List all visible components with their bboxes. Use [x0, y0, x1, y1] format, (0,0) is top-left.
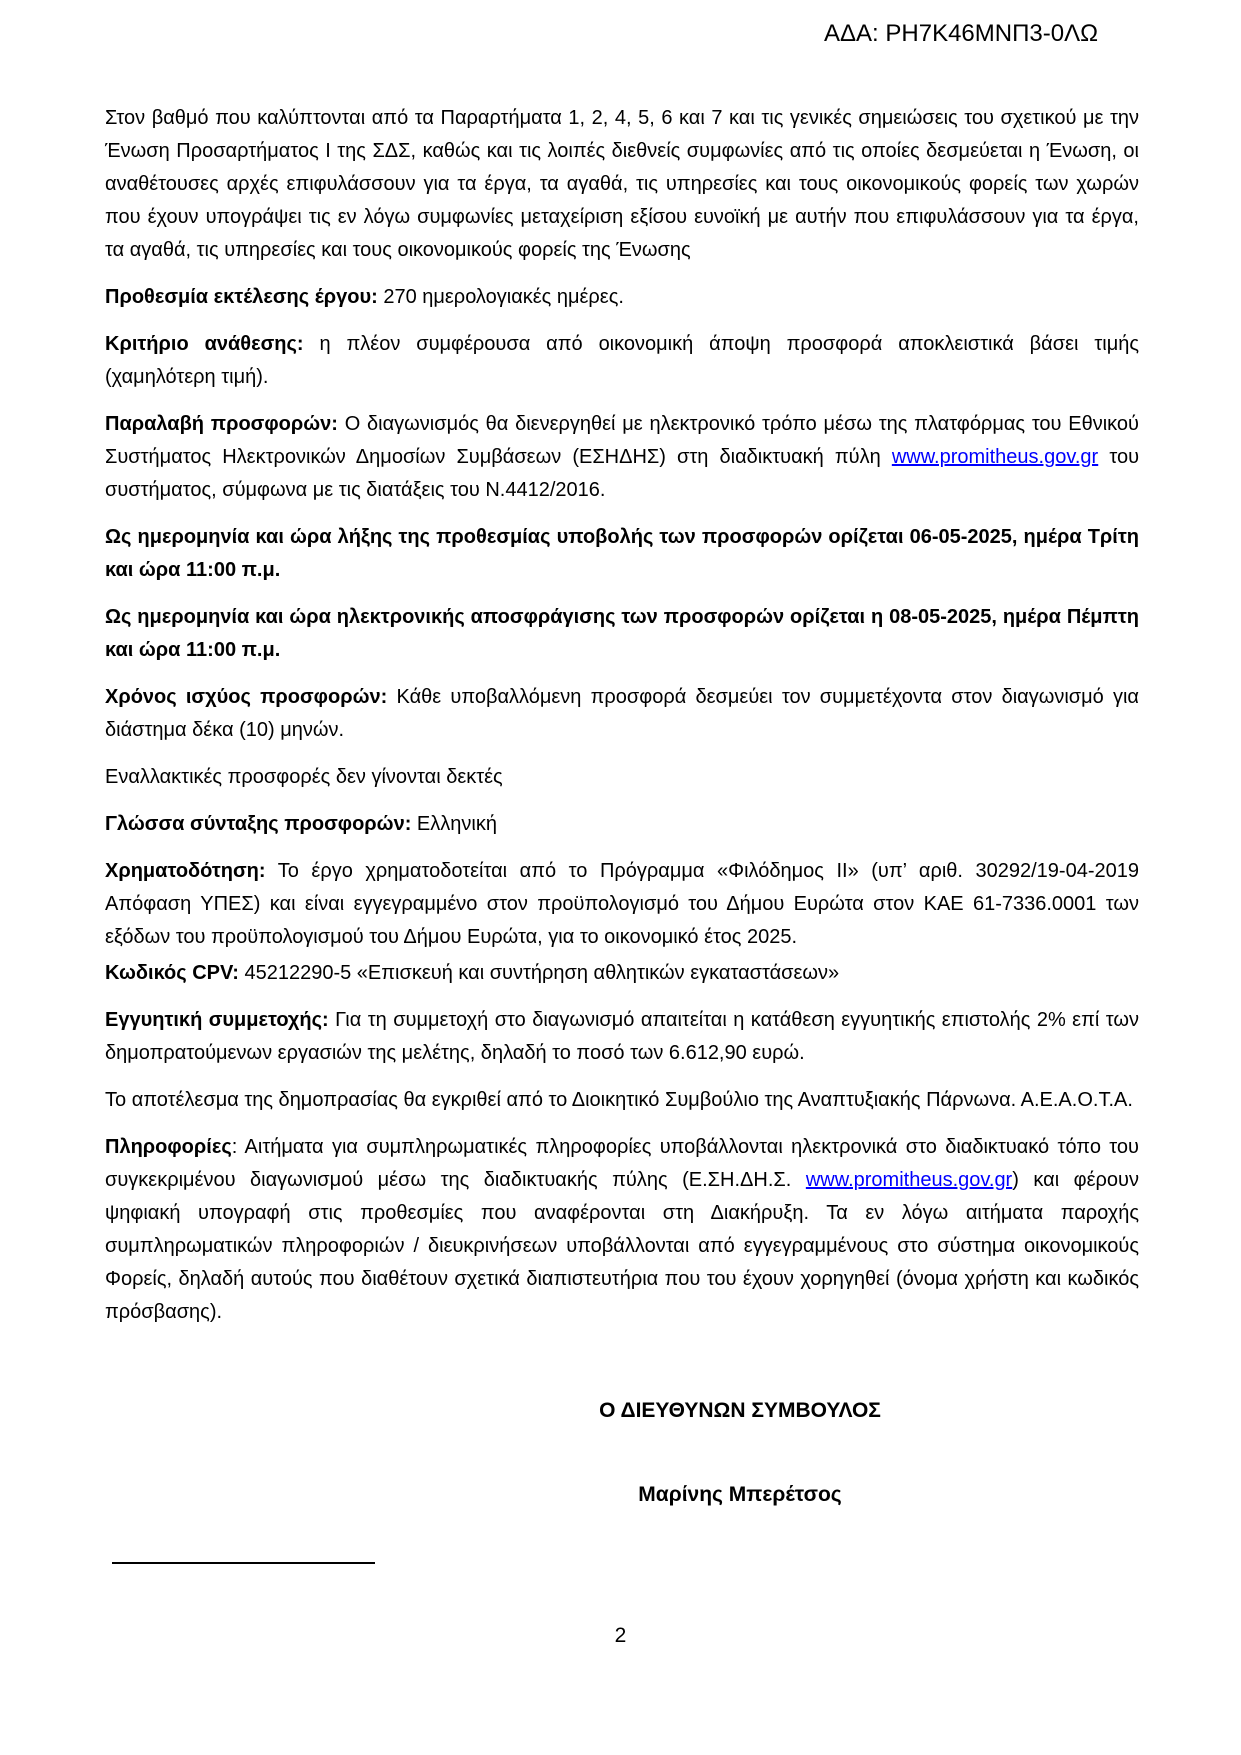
field-label: Κωδικός CPV:: [105, 962, 239, 984]
field-label: Κριτήριο ανάθεσης:: [105, 333, 304, 355]
text-segment: Το έργο χρηματοδοτείται από το Πρόγραμμα «Φιλόδημος ΙΙ» (υπ’ αριθ. 30292/19-04-2019 Απόφαση ΥΠΕΣ) και είναι εγγεγραμμένο στον προϋπολογισμό του Δήμου Ευρώτα στον ΚΑΕ 61-7336.0001 των εξόδων του προϋπολογισμού του Δήμου Ευρώτα, για το οικονομικό έτος 2025.: [105, 860, 1139, 948]
alternative-offers-paragraph: [105, 761, 1139, 794]
field-label: Γλώσσα σύνταξης προσφορών:: [105, 813, 412, 835]
field-label: Εγγυητική συμμετοχής:: [105, 1009, 329, 1031]
signature-block: [470, 1398, 1010, 1508]
text-segment: η πλέον συμφέρουσα από οικονομική άποψη προσφορά αποκλειστικά βάσει τιμής (χαμηλότερη τιμή).: [105, 333, 1139, 388]
offers-receipt-paragraph: [105, 408, 1139, 507]
signature-title: Ο ΔΙΕΥΘΥΝΩΝ ΣΥΜΒΟΥΛΟΣ: [599, 1399, 881, 1422]
text-segment: Κάθε υποβαλλόμενη προσφορά δεσμεύει τον συμμετέχοντα στον διαγωνισμό για διάστημα δέκα (10) μηνών.: [105, 686, 1139, 741]
funding-paragraph: [105, 855, 1139, 954]
offer-validity-paragraph: [105, 681, 1139, 747]
text-segment: : Αιτήματα για συμπληρωματικές πληροφορίες υποβάλλονται ηλεκτρονικά στο διαδικτυακό τόπο του συγκεκριμένου διαγωνισμού μέσω της διαδικτυακής πύλης (Ε.ΣΗ.ΔΗ.Σ.: [105, 1136, 1139, 1191]
text-segment: ) και φέρουν ψηφιακή υπογραφή στις προθεσμίες που αναφέρονται στη Διακήρυξη. Τα εν λόγω αιτήματα παροχής συμπληρωματικών πληροφοριών / διευκρινήσεων υποβάλλονται από εγγεγραμμένους στο σύστημα οικονομικούς Φορείς, δηλαδή αυτούς που διαθέτουν σχετικά διαπιστευτήρια που του έχουν χορηγηθεί (όνομα χρήστη και κωδικός πρόσβασης).: [105, 1169, 1139, 1323]
submission-deadline-paragraph: [105, 521, 1139, 587]
text-segment: Εναλλακτικές προσφορές δεν γίνονται δεκτές: [105, 766, 503, 788]
execution-deadline-paragraph: [105, 281, 1139, 314]
intro-paragraph: [105, 102, 1139, 267]
text-segment: Ως ημερομηνία και ώρα ηλεκτρονικής αποσφράγισης των προσφορών ορίζεται η 08-05-2025, ημέρα Πέμπτη και ώρα 11:00 π.μ.: [105, 606, 1139, 661]
document-body: [105, 102, 1139, 1343]
text-segment: Ελληνική: [411, 813, 497, 835]
promitheus-link[interactable]: www.promitheus.gov.gr: [891, 446, 1099, 468]
footnote-separator: [112, 1562, 375, 1564]
signature-name: Μαρίνης Μπερέτσος: [638, 1483, 842, 1506]
text-segment: 45212290-5 «Επισκευή και συντήρηση αθλητικών εγκαταστάσεων»: [238, 962, 840, 984]
information-paragraph: [105, 1131, 1139, 1329]
cpv-code-paragraph: [105, 957, 1139, 990]
text-segment: 270 ημερολογιακές ημέρες.: [377, 286, 624, 308]
language-paragraph: [105, 808, 1139, 841]
promitheus-link[interactable]: www.promitheus.gov.gr: [805, 1169, 1013, 1191]
text-segment: Ο διαγωνισμός θα διενεργηθεί με ηλεκτρονικό τρόπο μέσω της πλατφόρμας του Εθνικού Συστήματος Ηλεκτρονικών Δημοσίων Συμβάσεων (ΕΣΗΔΗΣ) στη διαδικτυακή πύλη: [105, 413, 1139, 468]
ada-reference: ΑΔΑ: ΡΗ7Κ46ΜΝΠ3-0ΛΩ: [824, 20, 1099, 47]
text-segment: του συστήματος, σύμφωνα με τις διατάξεις του Ν.4412/2016.: [105, 446, 1139, 501]
field-label: Χρηματοδότηση:: [105, 860, 266, 882]
text-segment: Το αποτέλεσμα της δημοπρασίας θα εγκριθεί από το Διοικητικό Συμβούλιο της Αναπτυξιακής Πάρνωνα. Α.Ε.Α.Ο.Τ.Α.: [105, 1089, 1133, 1111]
field-label: Πληροφορίες: [105, 1136, 232, 1158]
page-number: 2: [614, 1624, 627, 1647]
approval-paragraph: [105, 1084, 1139, 1117]
field-label: Χρόνος ισχύος προσφορών:: [105, 686, 388, 708]
guarantee-paragraph: [105, 1004, 1139, 1070]
award-criterion-paragraph: [105, 328, 1139, 394]
field-label: Παραλαβή προσφορών:: [105, 413, 338, 435]
text-segment: Για τη συμμετοχή στο διαγωνισμό απαιτείται η κατάθεση εγγυητικής επιστολής 2% επί των δημοπρατούμενων εργασιών της μελέτης, δηλαδή το ποσό των 6.612,90 ευρώ.: [105, 1009, 1140, 1064]
field-label: Προθεσμία εκτέλεσης έργου:: [105, 286, 378, 308]
text-segment: Ως ημερομηνία και ώρα λήξης της προθεσμίας υποβολής των προσφορών ορίζεται 06-05-2025, ημέρα Τρίτη και ώρα 11:00 π.μ.: [105, 526, 1139, 581]
unsealing-date-paragraph: [105, 601, 1139, 667]
text-segment: Στον βαθμό που καλύπτονται από τα Παραρτήματα 1, 2, 4, 5, 6 και 7 και τις γενικές σημειώσεις του σχετικού με την Ένωση Προσαρτήματος Ι της ΣΔΣ, καθώς και τις λοιπές διεθνείς συμφωνίες από τις οποίες δεσμεύεται η Ένωση, οι αναθέτουσες αρχές επιφυλάσσουν για τα έργα, τα αγαθά, τις υπηρεσίες και τους οικονομικούς φορείς των χωρών που έχουν υπογράψει τις εν λόγω συμφωνίες μεταχείριση εξίσου ευνοϊκή με αυτήν που επιφυλάσσουν για τα έργα, τα αγαθά, τις υπηρεσίες και τους οικονομικούς φορείς της Ένωσης: [105, 107, 1139, 261]
